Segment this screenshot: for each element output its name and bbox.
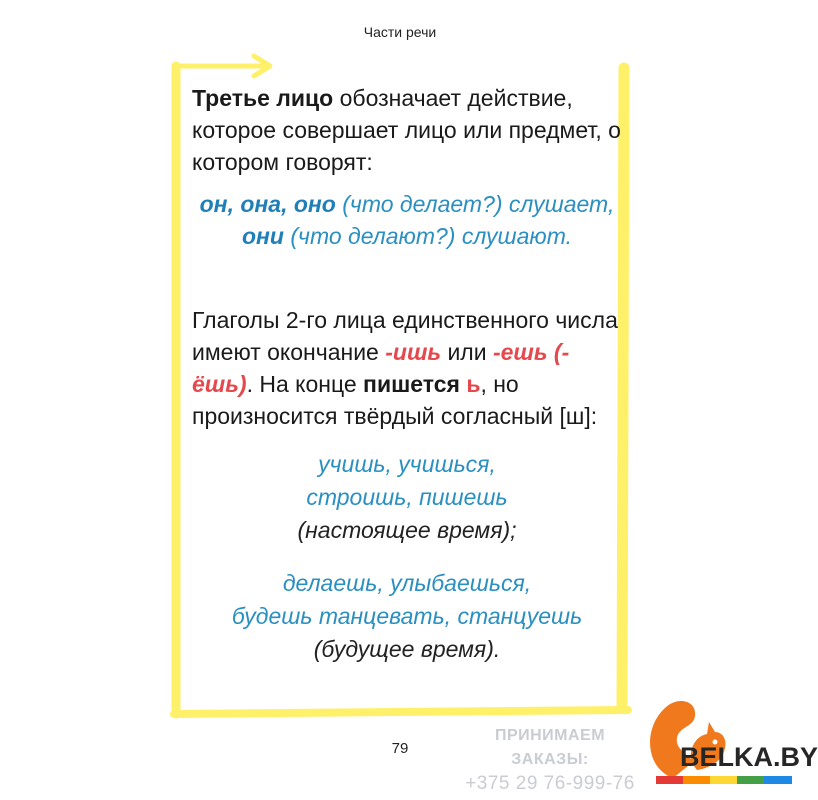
ending-ish: -ишь [385, 339, 442, 365]
ending-esh: -ешь (-ёшь) [192, 339, 570, 397]
future-tense-examples [192, 567, 622, 666]
example-line-1 [192, 188, 622, 220]
definition-paragraph [192, 82, 622, 178]
rule-bold-written: пишется [363, 371, 460, 397]
present-tense-examples [192, 448, 622, 547]
belka-logo-text: BELKA.BY [680, 742, 818, 772]
watermark-orders-text: ПРИНИМАЕМ ЗАКАЗЫ: [494, 727, 606, 768]
term-third-person: Третье лицо [192, 85, 334, 111]
present-tense-note: (настоящее время); [297, 517, 517, 543]
frame-bottom-edge [174, 710, 628, 714]
soft-sign-letter: ь [466, 371, 481, 397]
example-line-2 [192, 220, 622, 252]
page-number: 79 [391, 740, 409, 757]
rule-text-1: Глаголы 2-го лица единственного числа имеют окончание [192, 307, 618, 365]
example-question-1: (что делает?) слушает, [342, 191, 615, 217]
rule-text-or: или [447, 339, 487, 365]
definition-text: обозначает действие, которое совершает лицо или предмет, о котором говорят: [192, 85, 621, 175]
logo-rainbow-stripe [656, 776, 792, 784]
watermark-phone: +375 29 76-999-76 [465, 773, 635, 794]
frame-right-edge [622, 68, 624, 708]
rule-text-2: . На конце [246, 371, 357, 397]
future-example-2: будешь танцевать, станцуешь [231, 603, 583, 629]
pronoun-plural: они [241, 223, 284, 249]
future-tense-note: (будущее время). [313, 636, 501, 662]
second-person-paragraph [192, 304, 622, 432]
running-header: Части речи [363, 24, 437, 40]
page-content [192, 82, 622, 666]
future-example-1: делаешь, улыбаешься, [282, 570, 532, 596]
present-example-1: учишь, учишься, [318, 451, 496, 477]
rule-text-3: , но произносится твёрдый согласный [ш]: [192, 371, 598, 429]
pronouns-singular: он, она, оно [199, 191, 336, 217]
example-third-person [192, 188, 622, 252]
present-example-2: строишь, пишешь [306, 484, 508, 510]
example-question-2: (что делают?) слушают. [290, 223, 573, 249]
squirrel-logo-icon [635, 688, 795, 788]
watermark [455, 724, 645, 796]
